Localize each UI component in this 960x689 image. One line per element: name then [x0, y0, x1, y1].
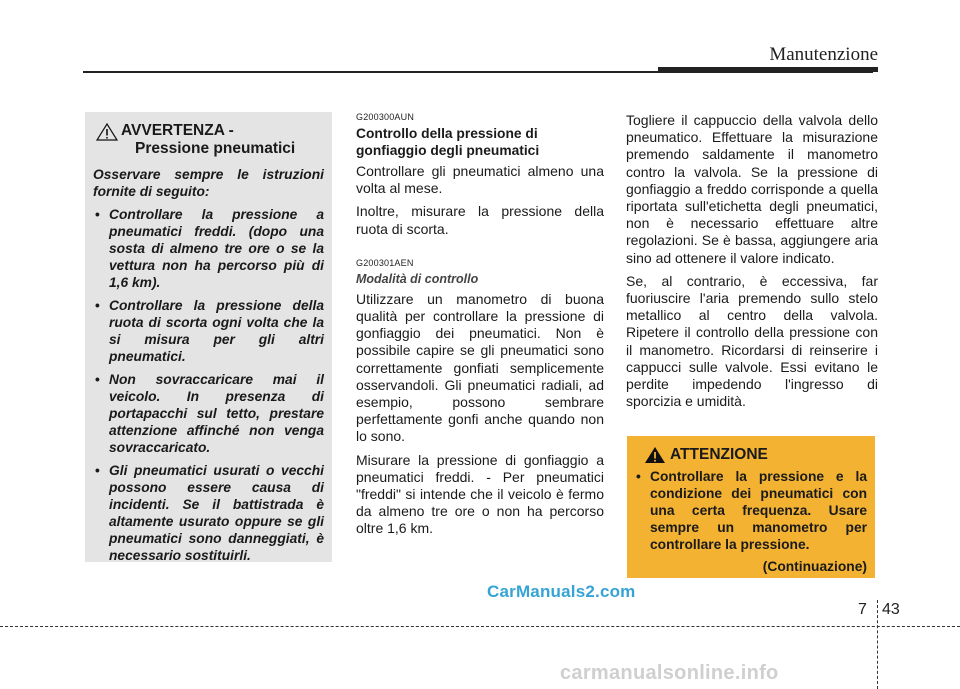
attention-item: • Controllare la pressione e la condizione dei pneumatici con una certa frequenza. Usare sempre un manometro per controllare la pressione.	[636, 468, 867, 553]
footer-rule	[0, 626, 960, 627]
paragraph: Controllare gli pneumatici almeno una volta al mese.	[356, 163, 604, 197]
attention-title: ATTENZIONE	[670, 446, 768, 463]
warning-intro: Osservare sempre le istruzioni fornite di seguito:	[93, 167, 324, 199]
right-column	[626, 112, 878, 410]
warning-heading	[93, 122, 324, 158]
page-number: 43	[882, 601, 900, 618]
watermark-logo: CarManuals2.com	[487, 582, 636, 601]
warning-item: • Gli pneumatici usurati o vecchi possono essere causa di incidenti. Se il battistrada è altamente usurato oppure se gli pneumatici sono danneggiati, è necessario sostituirli.	[93, 462, 324, 564]
section-heading: Controllo della pressione di gonfiaggio degli pneumatici	[356, 126, 540, 158]
section-code: G200301AEN	[356, 257, 414, 268]
middle-column	[356, 112, 604, 538]
paragraph: Se, al contrario, è eccessiva, far fuoriuscire l'aria premendo sullo stelo metallico al centro della valvola. Ripetere il controllo della pressione con il manometro. Ricordarsi di reinserire i cappucci sulle valvole. Essi evitano le perdite impedendo l'ingresso di sporcizia e umidità.	[626, 272, 878, 410]
section-title: Manutenzione	[769, 44, 878, 65]
warning-item: • Controllare la pressione della ruota di scorta ogni volta che la si misura per gli altri pneumatici.	[93, 297, 324, 365]
attention-box	[627, 436, 875, 578]
paragraph: Inoltre, misurare la pressione della ruota di scorta.	[356, 203, 604, 237]
footer-divider	[877, 600, 878, 689]
warning-title-line2: Pressione pneumatici	[135, 140, 296, 157]
attention-continuation: (Continuazione)	[762, 559, 867, 574]
warning-item: • Controllare la pressione a pneumatici freddi. (dopo una sosta di almeno tre ore o se la vettura non ha percorso più di 1,6 km).	[93, 206, 324, 291]
section-subheading: Modalità di controllo	[356, 271, 479, 286]
watermark-site: carmanualsonline.info	[560, 662, 779, 684]
warning-title-line1: AVVERTENZA -	[121, 122, 234, 139]
header-rule-accent	[658, 67, 878, 72]
paragraph: Togliere il cappuccio della valvola dello pneumatico. Effettuare la misurazione premendo saldamente il manometro contro la valvola. Se la pressione di gonfiaggio a freddo corrisponde a quella riportata sull'etichetta degli pneumatici, non è necessario effettuare altre regolazioni. Se è bassa, aggiungere aria sino ad ottenere il valore indicato.	[626, 112, 878, 266]
chapter-number: 7	[858, 601, 867, 618]
caution-triangle-icon	[644, 446, 666, 464]
paragraph: Misurare la pressione di gonfiaggio a pneumatici freddi. - Per pneumatici "freddi" si intende che il veicolo è fermo da almeno tre ore o non ha percorso oltre 1,6 km.	[356, 451, 604, 537]
paragraph: Utilizzare un manometro di buona qualità per controllare la pressione di gonfiaggio dei pneumatici. Non è possibile capire se gli pneumatici sono correttamente gonfiati semplicemente osservandoli. Gli pneumatici radiali, ad esempio, possono sembrare perfettamente gonfi anche quando non lo sono.	[356, 290, 604, 445]
warning-item: • Non sovraccaricare mai il veicolo. In presenza di portapacchi sul tetto, prestare attenzione affinché non venga sovraccaricato.	[93, 371, 324, 456]
warning-box	[85, 112, 332, 562]
section-code: G200300AUN	[356, 112, 415, 122]
attention-heading	[636, 446, 867, 464]
warning-triangle-icon	[95, 123, 119, 141]
warning-list	[93, 206, 324, 564]
